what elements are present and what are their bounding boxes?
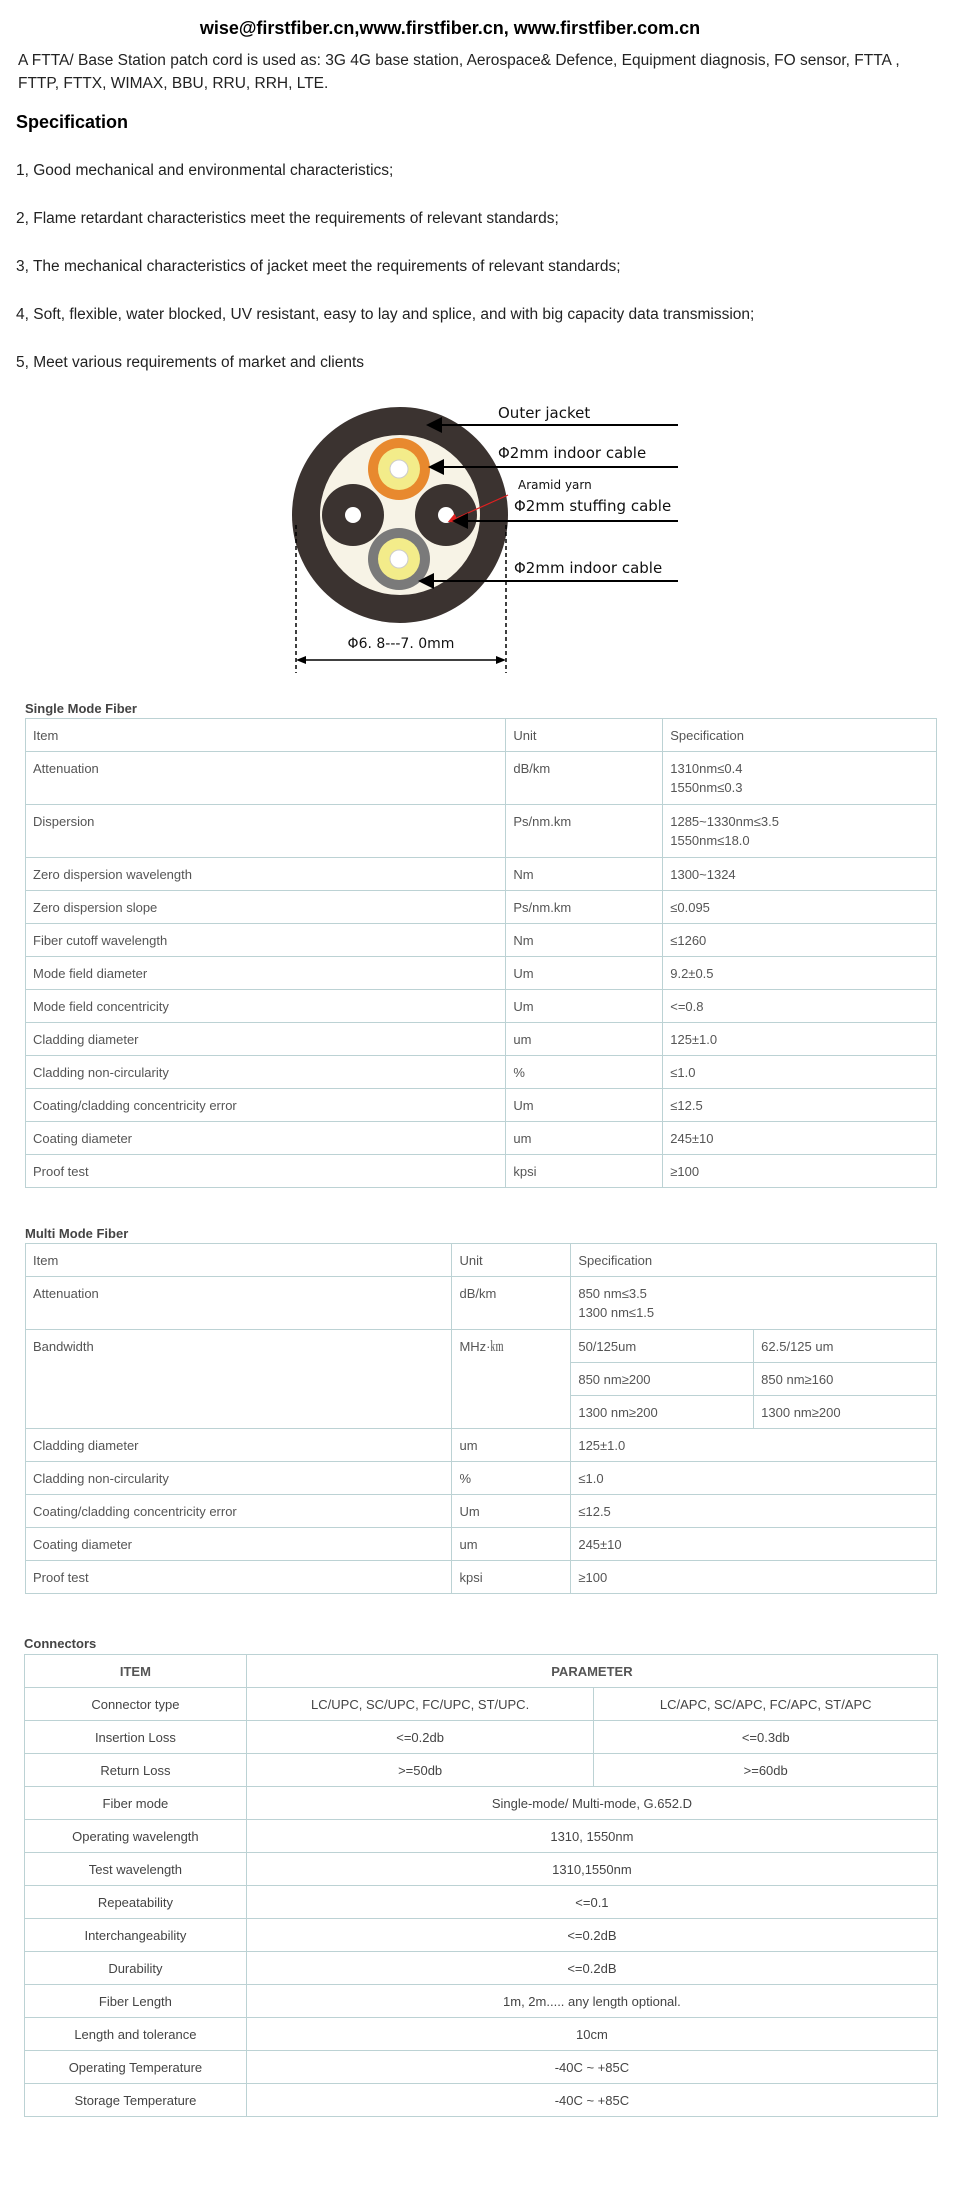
table-cell xyxy=(26,1429,452,1462)
table-cell xyxy=(25,1787,247,1820)
table-cell xyxy=(506,1023,663,1056)
table-cell xyxy=(26,1155,506,1188)
table-row xyxy=(25,2051,938,2084)
table-cell xyxy=(26,752,506,805)
table-cell xyxy=(25,2084,247,2117)
table-cell xyxy=(246,2051,937,2084)
table-row xyxy=(26,1023,937,1056)
cell-text: Coating diameter xyxy=(33,1537,132,1552)
cell-text: Fiber mode xyxy=(102,1795,169,1811)
cell-text: PARAMETER xyxy=(551,1663,633,1679)
cell-text: % xyxy=(513,1065,525,1080)
cell-text: <=0.2dB xyxy=(567,1960,617,1976)
table-cell xyxy=(452,1561,571,1594)
cell-text: 850 nm≤3.5 xyxy=(578,1286,647,1301)
table-row xyxy=(26,1528,937,1561)
table-cell xyxy=(26,924,506,957)
table-row xyxy=(25,1754,938,1787)
table-cell xyxy=(663,1155,937,1188)
cell-text: Cladding non-circularity xyxy=(33,1471,169,1486)
single-mode-table xyxy=(25,718,937,1188)
cell-text: um xyxy=(459,1438,478,1453)
table-cell xyxy=(506,1089,663,1122)
cell-text: Um xyxy=(513,1098,534,1113)
table-row xyxy=(26,957,937,990)
table-cell xyxy=(246,1688,594,1721)
table-cell xyxy=(663,1056,937,1089)
cell-text: Insertion Loss xyxy=(94,1729,176,1745)
cell-text: 245±10 xyxy=(578,1537,622,1552)
specification-title: Specification xyxy=(16,112,129,132)
cell-text: ≥100 xyxy=(578,1570,608,1585)
cell-text: ≤1.0 xyxy=(670,1065,696,1080)
connectors-caption: Connectors xyxy=(24,1636,97,1651)
table-cell xyxy=(506,957,663,990)
table-row xyxy=(25,2084,938,2117)
table-cell xyxy=(506,858,663,891)
cell-text: Specification xyxy=(578,1253,653,1268)
cell-text: Length and tolerance xyxy=(74,2026,197,2042)
cell-text: -40C ~ +85C xyxy=(554,2092,630,2108)
table-cell xyxy=(452,1528,571,1561)
table-cell xyxy=(452,1330,571,1429)
spec-item: 4, Soft, flexible, water blocked, UV resistant, easy to lay and splice, and with big capacity data transmission; xyxy=(16,306,755,323)
cell-text: <=0.1 xyxy=(575,1894,609,1910)
cell-text: Item xyxy=(33,1253,59,1268)
cell-text: MHz·㎞ xyxy=(459,1339,504,1354)
table-cell xyxy=(26,1528,452,1561)
table-row xyxy=(25,1787,938,1820)
cell-text: Operating wavelength xyxy=(72,1828,199,1844)
cell-text: ≤1260 xyxy=(670,933,707,948)
table-row xyxy=(25,1655,938,1688)
table-row xyxy=(26,1462,937,1495)
cell-text: 1m, 2m..... any length optional. xyxy=(503,1993,681,2009)
header-cell xyxy=(26,1244,452,1277)
table-row xyxy=(26,719,937,752)
cell-text: ≤1.0 xyxy=(578,1471,604,1486)
cell-text: ITEM xyxy=(119,1663,151,1679)
table-cell xyxy=(26,1561,452,1594)
cell-text: 1300~1324 xyxy=(670,867,736,882)
cell-text: Storage Temperature xyxy=(74,2092,197,2108)
table-cell xyxy=(754,1396,937,1429)
table-cell xyxy=(754,1330,937,1363)
table-cell xyxy=(246,1985,937,2018)
single-mode-caption: Single Mode Fiber xyxy=(25,701,137,716)
cell-text: LC/UPC, SC/UPC, FC/UPC, ST/UPC. xyxy=(311,1696,530,1712)
label-outer-jacket: Outer jacket xyxy=(498,404,591,422)
spec-item: 3, The mechanical characteristics of jacket meet the requirements of relevant standards; xyxy=(16,258,621,275)
table-row xyxy=(25,1820,938,1853)
label-indoor-cable-top: Φ2mm indoor cable xyxy=(498,444,647,462)
multi-mode-table xyxy=(25,1243,937,1594)
table-cell xyxy=(25,1820,247,1853)
table-row xyxy=(26,1056,937,1089)
cell-text: 125±1.0 xyxy=(670,1032,718,1047)
table-row xyxy=(25,1853,938,1886)
table-cell xyxy=(25,1952,247,1985)
cell-text: 1310,1550nm xyxy=(552,1861,632,1877)
table-cell xyxy=(246,1853,937,1886)
table-cell xyxy=(506,1056,663,1089)
cell-text: Coating diameter xyxy=(33,1131,132,1146)
table-cell xyxy=(571,1528,937,1561)
cell-text: Operating Temperature xyxy=(68,2059,203,2075)
cable-cross-section-diagram xyxy=(270,395,690,675)
table-cell xyxy=(246,1754,594,1787)
cell-text: <=0.3db xyxy=(741,1729,790,1745)
cell-text: >=60db xyxy=(743,1762,788,1778)
cell-text: 1550nm≤0.3 xyxy=(670,780,743,795)
header-cell xyxy=(452,1244,571,1277)
table-cell xyxy=(25,1919,247,1952)
table-cell xyxy=(663,805,937,858)
table-row xyxy=(25,1952,938,1985)
cell-text: ≤0.095 xyxy=(670,900,710,915)
table-cell xyxy=(26,957,506,990)
cell-text: ≥100 xyxy=(670,1164,700,1179)
cell-text: Attenuation xyxy=(33,761,99,776)
table-cell xyxy=(594,1688,938,1721)
table-cell xyxy=(506,924,663,957)
intro-text: A FTTA/ Base Station patch cord is used as: 3G 4G base station, Aerospace& Defence, Equipment diagnosis, FO sensor, FTTA , FTTP, FTTX, WIMAX, BBU, RRU, RRH, LTE. xyxy=(18,52,900,92)
table-cell xyxy=(25,1754,247,1787)
cell-text: 50/125um xyxy=(578,1339,637,1354)
cell-text: Unit xyxy=(513,728,537,743)
spec-item: 1, Good mechanical and environmental characteristics; xyxy=(16,162,394,179)
table-row xyxy=(26,858,937,891)
table-cell xyxy=(571,1330,754,1363)
table-row xyxy=(26,1089,937,1122)
cell-text: Connector type xyxy=(91,1696,180,1712)
cell-text: dB/km xyxy=(459,1286,497,1301)
table-row xyxy=(26,1122,937,1155)
cell-text: 850 nm≥160 xyxy=(761,1372,834,1387)
table-cell xyxy=(663,957,937,990)
label-aramid-yarn: Aramid yarn xyxy=(518,478,592,492)
table-cell xyxy=(571,1429,937,1462)
table-cell xyxy=(246,1787,937,1820)
cell-text: Item xyxy=(33,728,59,743)
cell-text: LC/APC, SC/APC, FC/APC, ST/APC xyxy=(659,1696,872,1712)
header-cell xyxy=(246,1655,937,1688)
cell-text: Repeatability xyxy=(97,1894,173,1910)
table-cell xyxy=(571,1561,937,1594)
cell-text: Cladding non-circularity xyxy=(33,1065,169,1080)
cell-text: <=0.2dB xyxy=(567,1927,617,1943)
cell-text: Ps/nm.km xyxy=(513,900,572,915)
table-cell xyxy=(25,1853,247,1886)
cell-text: Proof test xyxy=(33,1570,89,1585)
table-row xyxy=(25,1919,938,1952)
cell-text: Cladding diameter xyxy=(33,1032,139,1047)
cell-text: Test wavelength xyxy=(88,1861,183,1877)
table-cell xyxy=(26,1277,452,1330)
table-cell xyxy=(571,1396,754,1429)
table-cell xyxy=(26,1495,452,1528)
cell-text: <=0.2db xyxy=(396,1729,444,1745)
cell-text: Coating/cladding concentricity error xyxy=(33,1098,237,1113)
table-cell xyxy=(25,1886,247,1919)
table-cell xyxy=(246,1919,937,1952)
cell-text: kpsi xyxy=(513,1164,537,1179)
table-row xyxy=(26,1429,937,1462)
table-cell xyxy=(246,2084,937,2117)
cell-text: 1550nm≤18.0 xyxy=(670,833,750,848)
table-cell xyxy=(26,1056,506,1089)
cell-text: <=0.8 xyxy=(670,999,704,1014)
table-row xyxy=(26,990,937,1023)
cell-text: Nm xyxy=(513,933,534,948)
table-cell xyxy=(663,990,937,1023)
table-row xyxy=(26,805,937,858)
header-cell xyxy=(26,719,506,752)
cell-text: Zero dispersion wavelength xyxy=(33,867,192,882)
table-cell xyxy=(452,1495,571,1528)
table-cell xyxy=(571,1462,937,1495)
table-row xyxy=(25,2018,938,2051)
table-cell xyxy=(25,1688,247,1721)
table-row xyxy=(26,1495,937,1528)
cell-text: 1310nm≤0.4 xyxy=(670,761,743,776)
table-row xyxy=(26,891,937,924)
table-cell xyxy=(663,1023,937,1056)
cell-text: um xyxy=(513,1032,532,1047)
table-cell xyxy=(452,1462,571,1495)
cell-text: 245±10 xyxy=(670,1131,714,1146)
cell-text: 62.5/125 um xyxy=(761,1339,834,1354)
cell-text: ≤12.5 xyxy=(670,1098,703,1113)
cell-text: Coating/cladding concentricity error xyxy=(33,1504,237,1519)
cell-text: Zero dispersion slope xyxy=(33,900,158,915)
cell-text: 1300 nm≥200 xyxy=(761,1405,841,1420)
table-row xyxy=(25,1721,938,1754)
table-cell xyxy=(26,805,506,858)
cell-text: 1310, 1550nm xyxy=(550,1828,634,1844)
cell-text: Single-mode/ Multi-mode, G.652.D xyxy=(491,1795,692,1811)
connectors-table xyxy=(24,1654,938,2117)
table-cell xyxy=(452,1429,571,1462)
table-cell xyxy=(26,990,506,1023)
table-row xyxy=(26,924,937,957)
table-row xyxy=(26,1561,937,1594)
table-cell xyxy=(26,1122,506,1155)
cell-text: % xyxy=(459,1471,472,1486)
cell-text: Nm xyxy=(513,867,534,882)
cell-text: Um xyxy=(513,999,534,1014)
table-row xyxy=(26,752,937,805)
table-cell xyxy=(571,1277,937,1330)
cell-text: Proof test xyxy=(33,1164,89,1179)
cell-text: Fiber cutoff wavelength xyxy=(33,933,168,948)
table-cell xyxy=(246,1886,937,1919)
table-cell xyxy=(25,2051,247,2084)
cell-text: Um xyxy=(513,966,534,981)
cell-text: Ps/nm.km xyxy=(513,814,572,829)
contact-header: wise@firstfiber.cn,www.firstfiber.cn, www.firstfiber.com.cn xyxy=(199,18,701,38)
table-row xyxy=(26,1155,937,1188)
table-cell xyxy=(246,1721,594,1754)
cell-text: Mode field concentricity xyxy=(33,999,169,1014)
table-cell xyxy=(754,1363,937,1396)
label-indoor-cable-bottom: Φ2mm indoor cable xyxy=(514,559,663,577)
specification-list xyxy=(16,162,754,402)
cell-text: Dispersion xyxy=(33,814,95,829)
cell-text: >=50db xyxy=(398,1762,443,1778)
table-cell xyxy=(663,1122,937,1155)
table-cell xyxy=(571,1495,937,1528)
table-row xyxy=(26,1244,937,1277)
table-cell xyxy=(663,924,937,957)
table-cell xyxy=(663,1089,937,1122)
table-row xyxy=(25,1985,938,2018)
table-cell xyxy=(246,1820,937,1853)
table-cell xyxy=(26,891,506,924)
cell-text: ≤12.5 xyxy=(578,1504,611,1519)
cell-text: 125±1.0 xyxy=(578,1438,626,1453)
cell-text: Durability xyxy=(108,1960,163,1976)
cell-text: 850 nm≥200 xyxy=(578,1372,651,1387)
table-cell xyxy=(25,2018,247,2051)
table-cell xyxy=(571,1363,754,1396)
spec-item: 2, Flame retardant characteristics meet the requirements of relevant standards; xyxy=(16,210,559,227)
table-cell xyxy=(594,1721,938,1754)
cell-text: 1300 nm≤1.5 xyxy=(578,1305,655,1320)
table-cell xyxy=(25,1985,247,2018)
cell-text: -40C ~ +85C xyxy=(554,2059,630,2075)
cell-text: um xyxy=(459,1537,478,1552)
table-cell xyxy=(663,752,937,805)
table-cell xyxy=(26,1089,506,1122)
cell-text: Interchangeability xyxy=(84,1927,187,1943)
table-cell xyxy=(506,891,663,924)
header-cell xyxy=(25,1655,247,1688)
header-cell xyxy=(571,1244,937,1277)
table-cell xyxy=(506,990,663,1023)
table-cell xyxy=(663,858,937,891)
cell-text: Fiber Length xyxy=(98,1993,172,2009)
cell-text: um xyxy=(513,1131,532,1146)
table-cell xyxy=(594,1754,938,1787)
table-cell xyxy=(506,805,663,858)
cell-text: Cladding diameter xyxy=(33,1438,139,1453)
cell-text: 9.2±0.5 xyxy=(670,966,714,981)
cell-text: dB/km xyxy=(513,761,551,776)
cell-text: 1285~1330nm≤3.5 xyxy=(670,814,779,829)
header-cell xyxy=(663,719,937,752)
cell-text: Bandwidth xyxy=(33,1339,94,1354)
table-cell xyxy=(663,891,937,924)
table-cell xyxy=(506,1155,663,1188)
cell-text: Mode field diameter xyxy=(33,966,148,981)
cell-text: Um xyxy=(459,1504,480,1519)
cell-text: Return Loss xyxy=(100,1762,171,1778)
spec-item: 5, Meet various requirements of market and clients xyxy=(16,354,365,371)
table-row xyxy=(25,1886,938,1919)
table-cell xyxy=(246,2018,937,2051)
cell-text: 10cm xyxy=(576,2026,608,2042)
cell-text: kpsi xyxy=(459,1570,483,1585)
cell-text: Specification xyxy=(670,728,744,743)
header-cell xyxy=(506,719,663,752)
table-row xyxy=(26,1330,937,1363)
label-stuffing-cable: Φ2mm stuffing cable xyxy=(514,497,672,515)
table-cell xyxy=(25,1721,247,1754)
table-row xyxy=(25,1688,938,1721)
table-cell xyxy=(26,1023,506,1056)
label-diameter: Φ6. 8---7. 0mm xyxy=(347,636,455,652)
multi-mode-caption: Multi Mode Fiber xyxy=(25,1226,129,1241)
table-row xyxy=(26,1277,937,1330)
table-cell xyxy=(506,1122,663,1155)
table-cell xyxy=(452,1277,571,1330)
cell-text: Unit xyxy=(459,1253,483,1268)
table-cell xyxy=(26,858,506,891)
cell-text: 1300 nm≥200 xyxy=(578,1405,658,1420)
table-cell xyxy=(26,1462,452,1495)
table-cell xyxy=(26,1330,452,1429)
cell-text: Attenuation xyxy=(33,1286,99,1301)
table-cell xyxy=(506,752,663,805)
table-cell xyxy=(246,1952,937,1985)
